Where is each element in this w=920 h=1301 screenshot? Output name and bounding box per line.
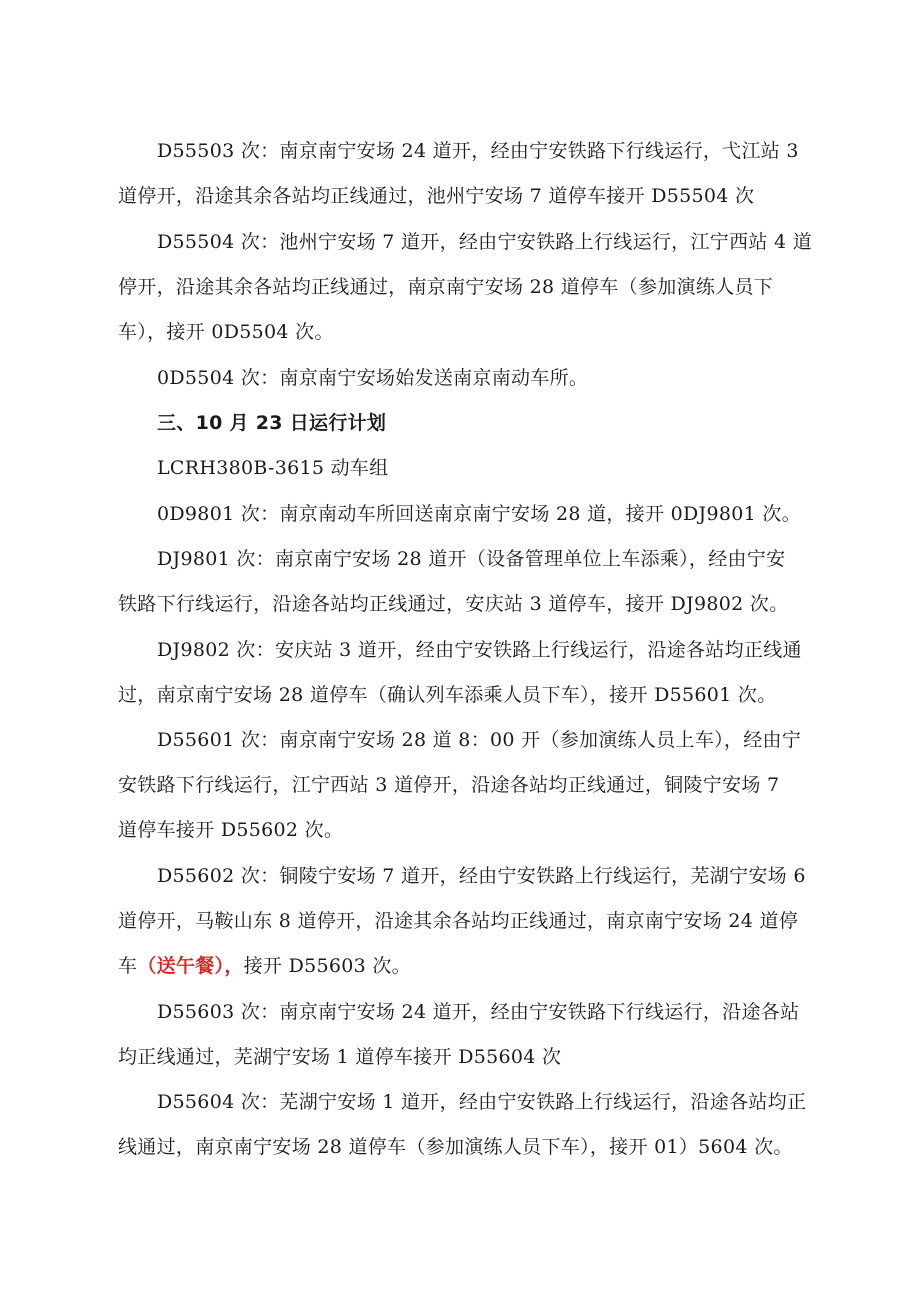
paragraph-d55602-line-2: 道停开，马鞍山东 8 道停开，沿途其余各站均正线通过，南京南宁安场 24 道停 [118,910,799,932]
section-heading: 三、10 月 23 日运行计划 [157,412,387,434]
paragraph-dj9802-line-2: 过，南京南宁安场 28 道停车（确认列车添乘人员下车），接开 D55601 次。 [118,684,777,706]
paragraph-d55604-line-1: D55604 次：芜湖宁安场 1 道开，经由宁安铁路上行线运行，沿途各站均正 [157,1091,807,1113]
paragraph-d55603-line-1: D55603 次：南京南宁安场 24 道开，经由宁安铁路下行线运行，沿途各站 [157,1001,800,1023]
lunch-delivery-note: （送午餐）， [137,955,244,977]
paragraph-d55504-line-1: D55504 次：池州宁安场 7 道开，经由宁安铁路上行线运行，江宁西站 4 道 [157,231,813,253]
paragraph-d55604-line-2: 线通过，南京南宁安场 28 道停车（参加演练人员下车），接开 01）5604 次。 [118,1136,793,1158]
paragraph-d55601-line-3: 道停车接开 D55602 次。 [118,819,344,841]
paragraph-d55601-line-1: D55601 次：南京南宁安场 28 道 8：00 开（参加演练人员上车），经由宁 [157,729,802,751]
paragraph-d55504-line-2: 停开，沿途其余各站均正线通过，南京南宁安场 28 道停车（参加演练人员下 [118,276,774,298]
line-text-after: 接开 D55603 次。 [243,955,411,977]
paragraph-dj9801-line-1: DJ9801 次：南京南宁安场 28 道开（设备管理单位上车添乘），经由宁安 [157,548,786,570]
paragraph-d55601-line-2: 安铁路下行线运行，江宁西站 3 道停开，沿途各站均正线通过，铜陵宁安场 7 [118,774,780,796]
paragraph-d55602-line-3 [118,954,808,978]
paragraph-d55602-line-1: D55602 次：铜陵宁安场 7 道开，经由宁安铁路上行线运行，芜湖宁安场 6 [157,865,806,887]
paragraph-trainset-line-1: LCRH380B-3615 动车组 [157,457,389,479]
paragraph-dj9801-line-2: 铁路下行线运行，沿途各站均正线通过，安庆站 3 道停车，接开 DJ9802 次。 [118,593,789,615]
paragraph-d55503-line-2: 道停开，沿途其余各站均正线通过，池州宁安场 7 道停车接开 D55504 次 [118,185,755,207]
line-text-before: 车 [118,955,138,977]
paragraph-d55504-line-3: 车），接开 0D5504 次。 [118,321,334,343]
paragraph-d55603-line-2: 均正线通过，芜湖宁安场 1 道停车接开 D55604 次 [118,1046,562,1068]
paragraph-d55503-line-1: D55503 次：南京南宁安场 24 道开，经由宁安铁路下行线运行，弋江站 3 [157,140,799,162]
paragraph-dj9802-line-1: DJ9802 次：安庆站 3 道开，经由宁安铁路上行线运行，沿途各站均正线通 [157,639,802,661]
paragraph-0d5504-line-1: 0D5504 次：南京南宁安场始发送南京南动车所。 [157,367,589,389]
paragraph-0d9801-line-1: 0D9801 次：南京南动车所回送南京南宁安场 28 道，接开 0DJ9801 次。 [157,503,801,525]
